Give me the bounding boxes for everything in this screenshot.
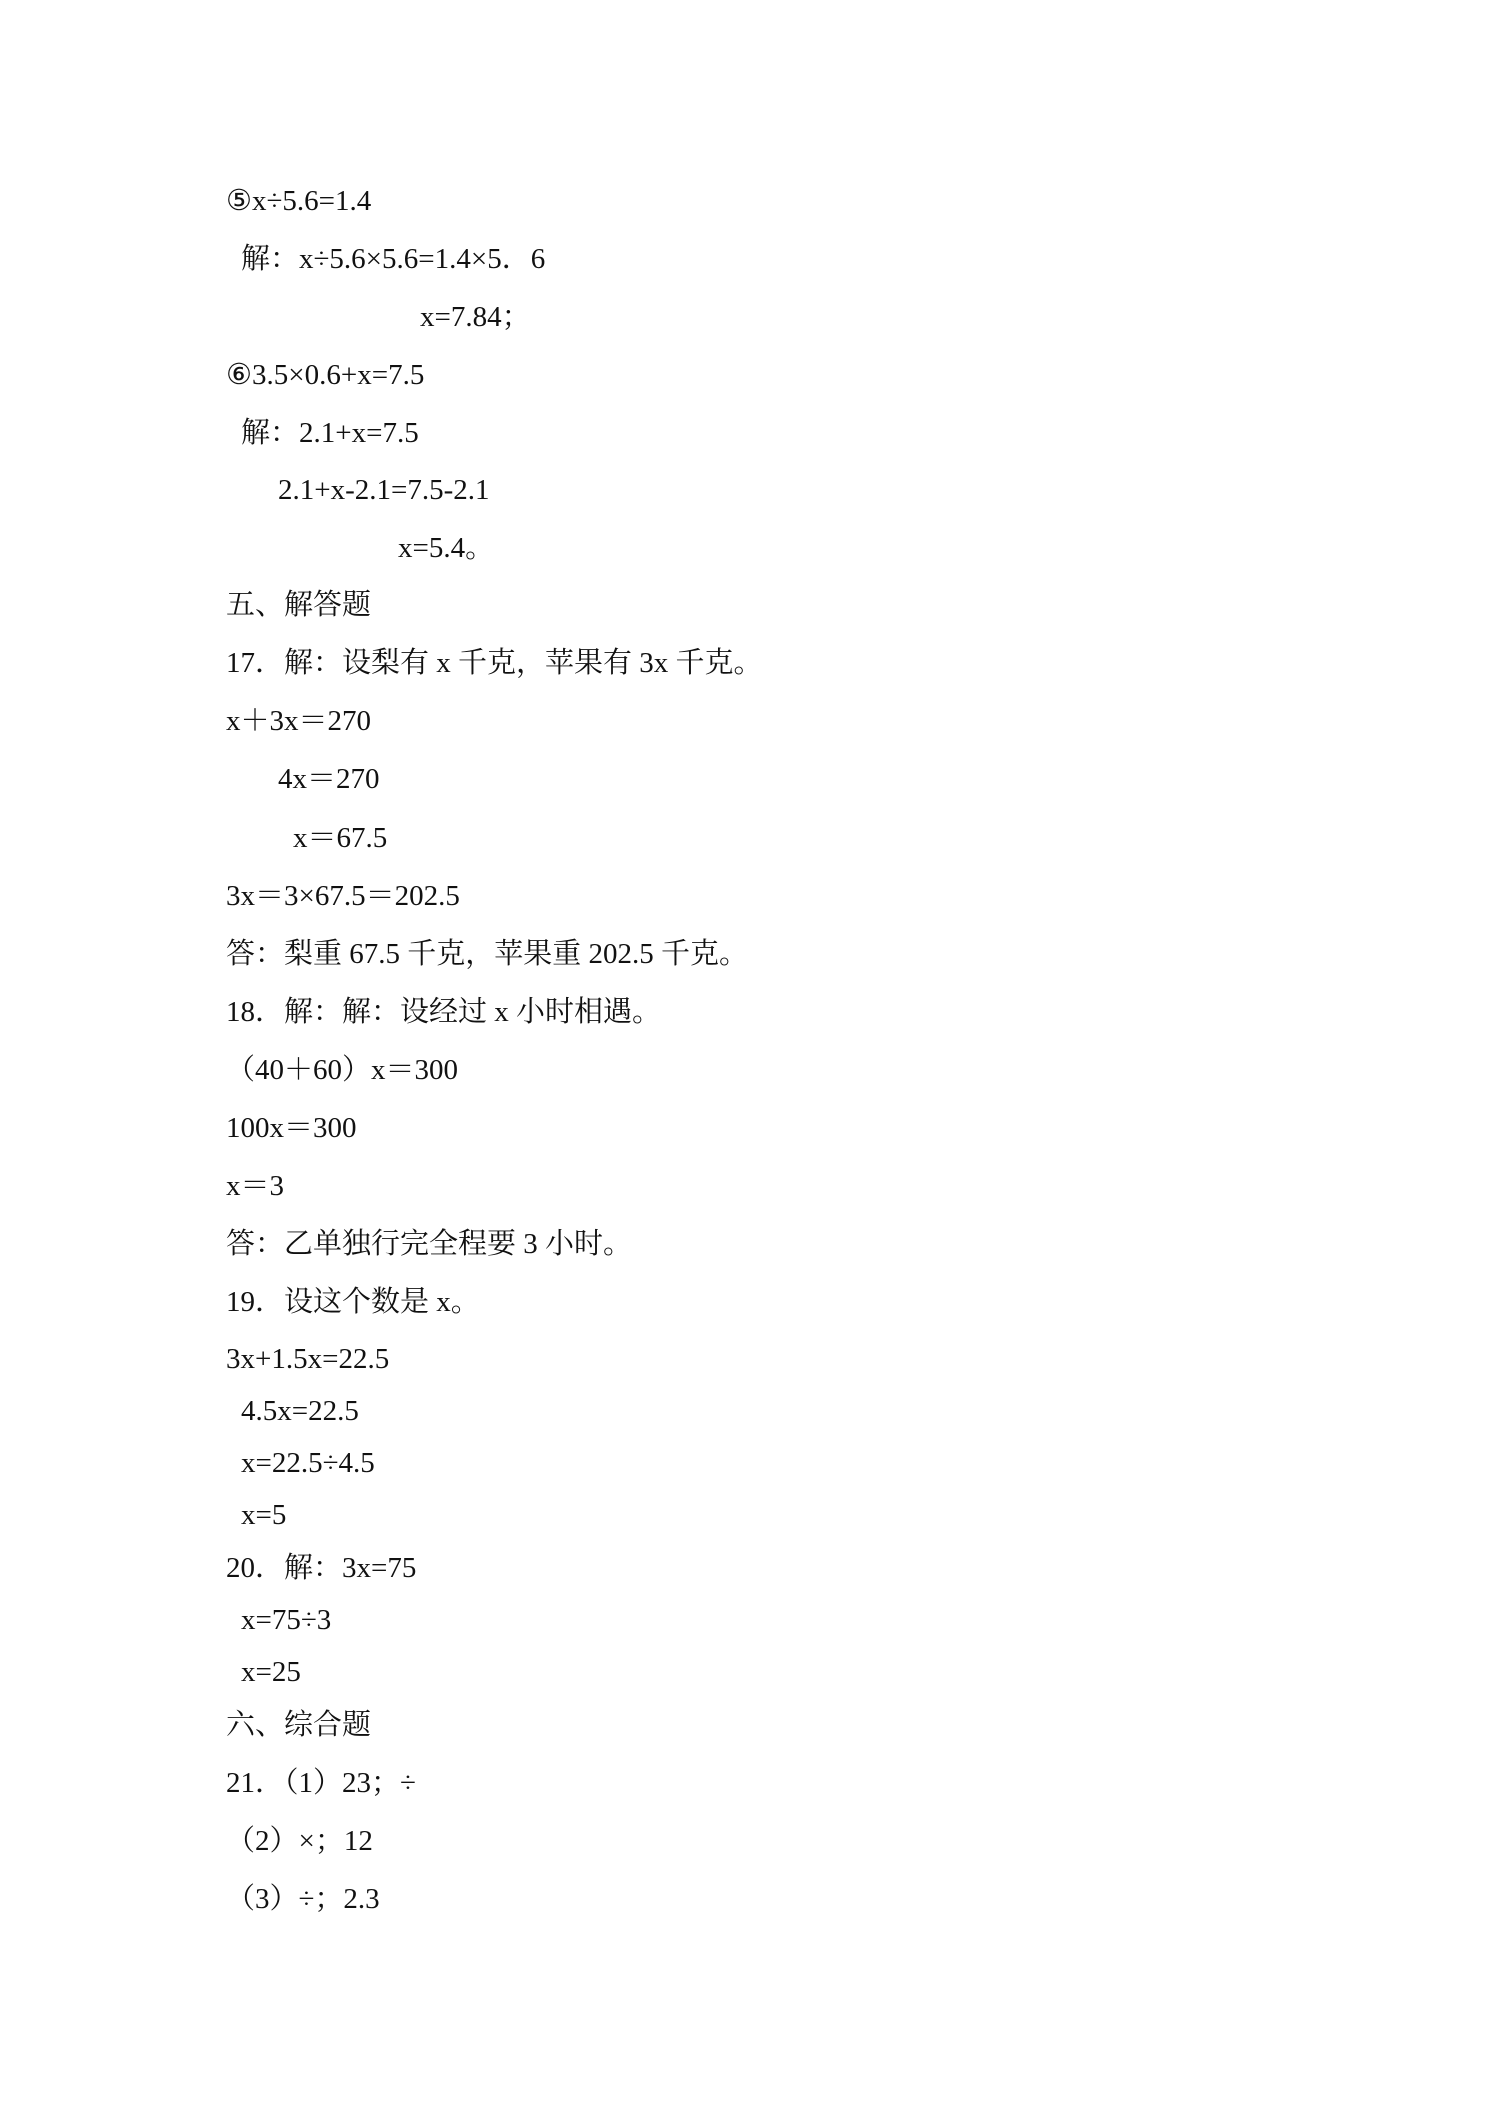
q21-part-2: （2）×；12 [226, 1825, 373, 1857]
q20-equation: 20．解：3x=75 [226, 1552, 417, 1584]
q21-part-3: （3）÷；2.3 [226, 1883, 380, 1915]
q20-result: x=25 [241, 1656, 301, 1688]
equation-6-result: x=5.4。 [398, 532, 495, 564]
q18-setup: 18．解：解：设经过 x 小时相遇。 [226, 996, 662, 1028]
q18-step-2: x＝3 [226, 1170, 285, 1202]
section-heading-6: 六、综合题 [226, 1709, 372, 1741]
equation-5-step-1: 解：x÷5.6×5.6=1.4×5．6 [241, 243, 546, 275]
q17-step-2: x＝67.5 [293, 822, 388, 854]
q19-equation: 3x+1.5x=22.5 [226, 1343, 390, 1375]
q18-equation: （40＋60）x＝300 [226, 1054, 459, 1086]
q20-step-1: x=75÷3 [241, 1604, 332, 1636]
equation-5-result: x=7.84； [420, 301, 531, 333]
equation-5-problem: ⑤x÷5.6=1.4 [226, 185, 372, 217]
q21-part-1: 21．（1）23；÷ [226, 1767, 416, 1799]
q18-step-1: 100x＝300 [226, 1112, 357, 1144]
equation-6-problem: ⑥3.5×0.6+x=7.5 [226, 359, 425, 391]
q19-step-2: x=22.5÷4.5 [241, 1447, 375, 1479]
q17-answer: 答：梨重 67.5 千克，苹果重 202.5 千克。 [226, 938, 749, 970]
q17-step-3: 3x＝3×67.5＝202.5 [226, 880, 460, 912]
equation-6-step-2: 2.1+x-2.1=7.5-2.1 [278, 474, 490, 506]
q18-answer: 答：乙单独行完全程要 3 小时。 [226, 1228, 633, 1260]
q17-equation: x＋3x＝270 [226, 705, 372, 737]
q19-result: x=5 [241, 1499, 287, 1531]
equation-6-step-1: 解：2.1+x=7.5 [241, 417, 419, 449]
q19-step-1: 4.5x=22.5 [241, 1395, 359, 1427]
q17-setup: 17．解：设梨有 x 千克，苹果有 3x 千克。 [226, 647, 763, 679]
q19-setup: 19．设这个数是 x。 [226, 1286, 480, 1318]
q17-step-1: 4x＝270 [278, 763, 380, 795]
section-heading-5: 五、解答题 [226, 589, 372, 621]
